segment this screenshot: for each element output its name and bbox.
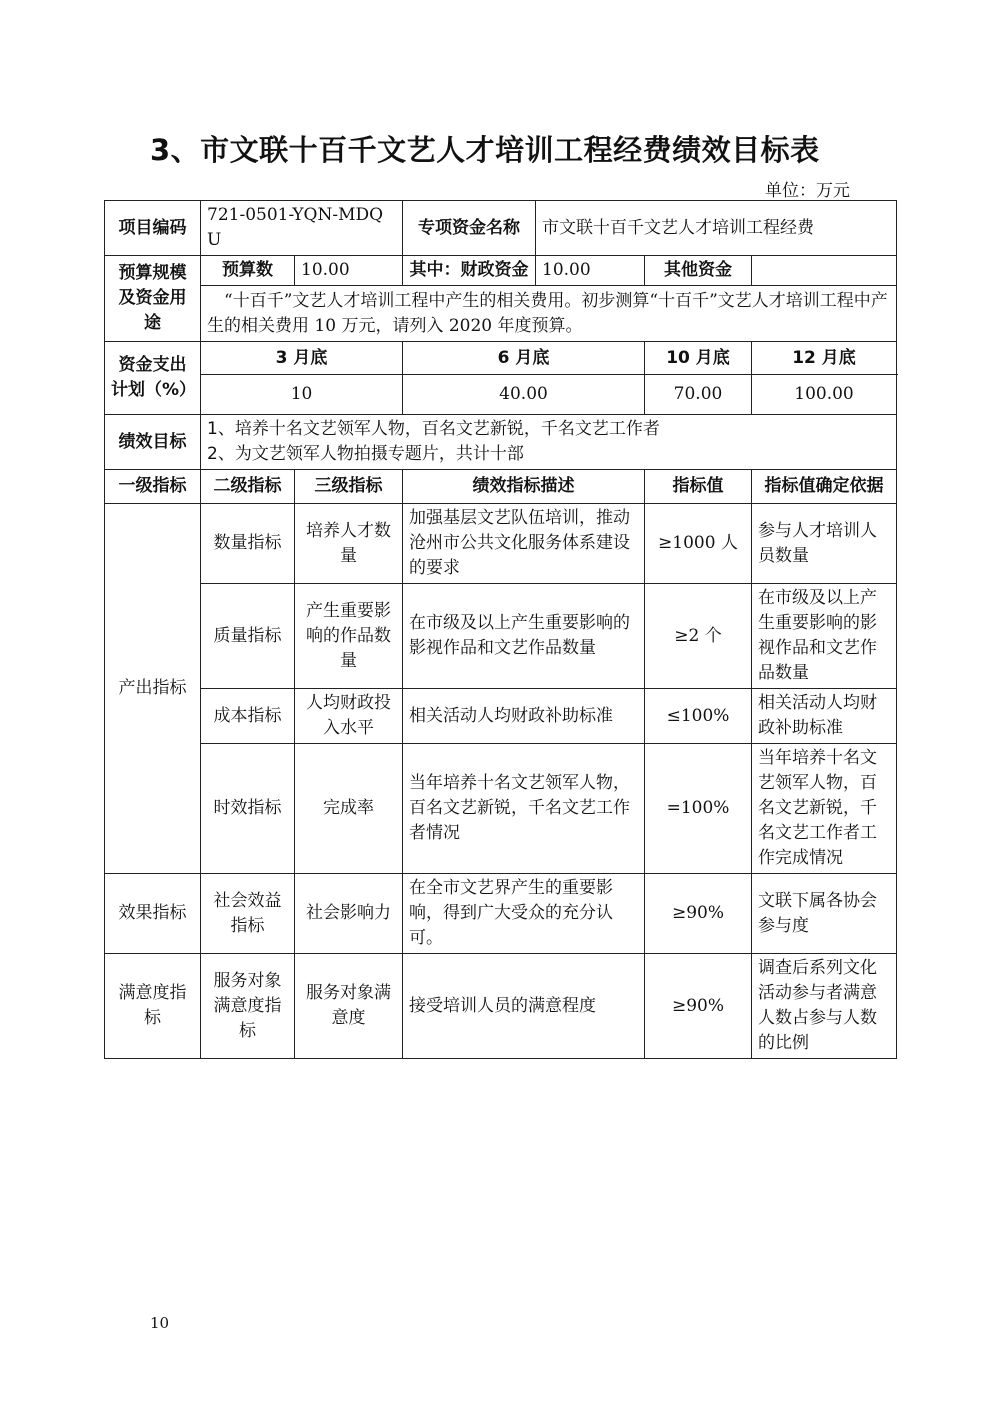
other-fund-amount <box>752 256 897 286</box>
table-row <box>105 689 897 744</box>
indicator-basis: 相关活动人均财政补助标准 <box>752 689 897 744</box>
header-level2: 二级指标 <box>201 470 295 504</box>
header-level1: 一级指标 <box>105 470 201 504</box>
indicator-level3: 社会影响力 <box>295 874 403 954</box>
other-fund-label: 其他资金 <box>645 256 752 286</box>
plan-period-2: 6 月底 <box>403 342 645 375</box>
indicator-level3: 产生重要影响的作品数量 <box>295 584 403 689</box>
indicator-level1: 产出指标 <box>105 504 201 874</box>
indicator-value: ≥1000 人 <box>645 504 752 584</box>
table-row <box>105 201 897 256</box>
goals-content <box>201 415 897 470</box>
unit-label: 单位：万元 <box>765 181 850 201</box>
budget-amount: 10.00 <box>295 256 403 286</box>
indicator-level3: 人均财政投入水平 <box>295 689 403 744</box>
table-row <box>105 744 897 874</box>
indicator-description: 加强基层文艺队伍培训，推动沧州市公共文化服务体系建设的要求 <box>403 504 645 584</box>
header-basis: 指标值确定依据 <box>752 470 897 504</box>
header-value: 指标值 <box>645 470 752 504</box>
plan-period-4: 12 月底 <box>752 342 897 375</box>
plan-period-3: 10 月底 <box>645 342 752 375</box>
indicator-basis: 当年培养十名文艺领军人物，百名文艺新锐，千名文艺工作者工作完成情况 <box>752 744 897 874</box>
indicator-basis: 参与人才培训人员数量 <box>752 504 897 584</box>
plan-value-1: 10 <box>201 375 403 415</box>
plan-value-2: 40.00 <box>403 375 645 415</box>
table-row <box>105 286 897 342</box>
indicator-level2: 质量指标 <box>201 584 295 689</box>
project-code: 721-0501-YQN-MDQU <box>201 201 403 256</box>
header-level3: 三级指标 <box>295 470 403 504</box>
table-row <box>105 256 897 286</box>
indicator-basis: 文联下属各协会参与度 <box>752 874 897 954</box>
indicator-description: 在市级及以上产生重要影响的影视作品和文艺作品数量 <box>403 584 645 689</box>
fund-name: 市文联十百千文艺人才培训工程经费 <box>536 201 897 256</box>
fund-name-label: 专项资金名称 <box>403 201 536 256</box>
budget-usage: “十百千”文艺人才培训工程中产生的相关费用。初步测算“十百千”文艺人才培训工程中产生的相关费用 10 万元，请列入 2020 年度预算。 <box>201 286 897 342</box>
indicator-value: ≥90% <box>645 954 752 1059</box>
indicator-basis: 调查后系列文化活动参与者满意人数占参与人数的比例 <box>752 954 897 1059</box>
goal-item: 1、培养十名文艺领军人物，百名文艺新锐，千名文艺工作者 <box>207 419 660 439</box>
plan-value-3: 70.00 <box>645 375 752 415</box>
budget-label: 预算规模及资金用途 <box>105 256 201 342</box>
plan-value-4: 100.00 <box>752 375 897 415</box>
header-description: 绩效指标描述 <box>403 470 645 504</box>
table-header-row <box>105 470 897 504</box>
plan-label: 资金支出计划（%） <box>105 342 201 415</box>
indicator-level3: 培养人才数量 <box>295 504 403 584</box>
goal-item: 2、为文艺领军人物拍摄专题片，共计十部 <box>207 444 524 464</box>
goals-label: 绩效目标 <box>105 415 201 470</box>
table-row <box>105 954 897 1059</box>
page-number: 10 <box>150 1314 170 1332</box>
plan-period-1: 3 月底 <box>201 342 403 375</box>
table-row <box>105 874 897 954</box>
budget-amount-label: 预算数 <box>201 256 295 286</box>
indicator-description: 相关活动人均财政补助标准 <box>403 689 645 744</box>
table-row <box>105 375 897 415</box>
indicator-level2: 社会效益指标 <box>201 874 295 954</box>
indicator-level1: 满意度指标 <box>105 954 201 1059</box>
table-row <box>105 342 897 375</box>
table-row <box>105 415 897 470</box>
indicator-level3: 完成率 <box>295 744 403 874</box>
fiscal-amount: 10.00 <box>536 256 645 286</box>
table-row <box>105 504 897 584</box>
indicator-level2: 时效指标 <box>201 744 295 874</box>
table-row <box>105 584 897 689</box>
indicator-level2: 服务对象满意度指标 <box>201 954 295 1059</box>
indicator-value: =100% <box>645 744 752 874</box>
indicator-description: 在全市文艺界产生的重要影响，得到广大受众的充分认可。 <box>403 874 645 954</box>
indicator-level1: 效果指标 <box>105 874 201 954</box>
indicator-level3: 服务对象满意度 <box>295 954 403 1059</box>
indicator-value: ≥2 个 <box>645 584 752 689</box>
indicator-value: ≥90% <box>645 874 752 954</box>
indicator-description: 当年培养十名文艺领军人物，百名文艺新锐，千名文艺工作者情况 <box>403 744 645 874</box>
project-code-label: 项目编码 <box>105 201 201 256</box>
indicator-level2: 成本指标 <box>201 689 295 744</box>
performance-table <box>104 200 897 1059</box>
indicator-description: 接受培训人员的满意程度 <box>403 954 645 1059</box>
indicator-value: ≤100% <box>645 689 752 744</box>
page-title: 3、市文联十百千文艺人才培训工程经费绩效目标表 <box>150 133 820 167</box>
indicator-level2: 数量指标 <box>201 504 295 584</box>
fiscal-label: 其中：财政资金 <box>403 256 536 286</box>
indicator-basis: 在市级及以上产生重要影响的影视作品和文艺作品数量 <box>752 584 897 689</box>
